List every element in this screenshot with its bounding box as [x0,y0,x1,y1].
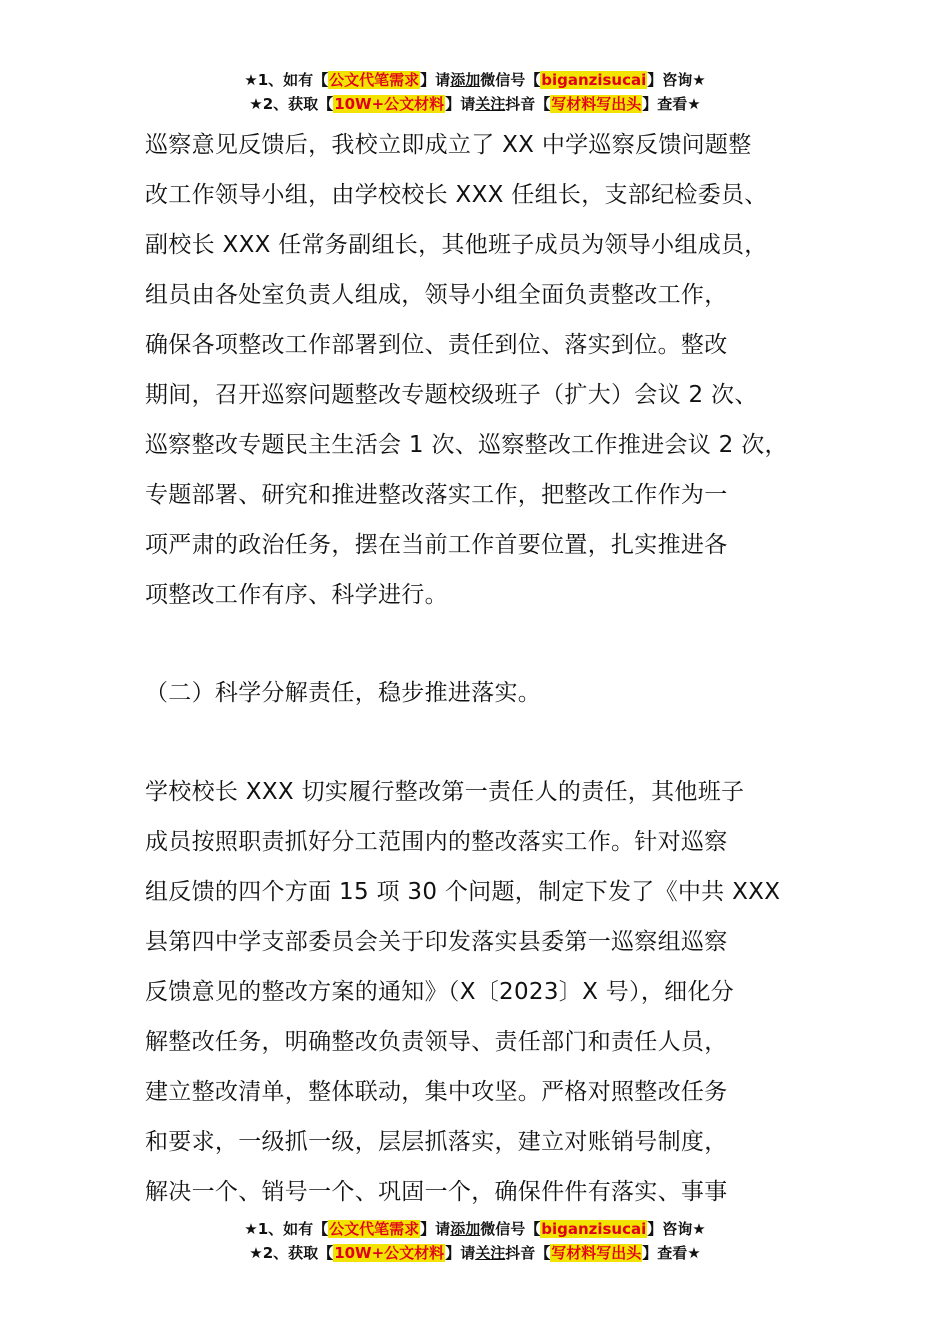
text-line: 组员由各处室负责人组成，领导小组全面负责整改工作， [145,282,728,308]
text-line: 县第四中学支部委员会关于印发落实县委第一巡察组巡察 [145,929,728,955]
section-heading [145,668,835,718]
underlined-text: 关注 [475,95,506,113]
text-line: 反馈意见的整改方案的通知》（X〔2023〕X 号），细化分 [145,979,735,1005]
text-line: 专题部署、研究和推进整改落实工作，把整改工作作为一 [145,482,728,508]
banner-text: 微信号【 [480,1220,541,1238]
banner-text: ★2、获取【 [249,95,334,113]
highlight-text: biganzisucai [541,1220,647,1238]
text-line: 项严肃的政治任务，摆在当前工作首要位置，扎实推进各 [145,532,728,558]
highlight-text: 公文代笔需求 [329,71,420,89]
underlined-text: 添加 [450,71,481,89]
text-line: 副校长 XXX 任常务副组长，其他班子成员为领导小组成员， [145,232,768,258]
highlight-text: 10W+公文材料 [334,1244,445,1262]
highlight-text: 写材料写出头 [551,95,642,113]
text-line: 巡察整改专题民主生活会 1 次、巡察整改工作推进会议 2 次， [145,432,788,458]
banner-line-2 [0,92,950,116]
text-line: 巡察意见反馈后，我校立即成立了 XX 中学巡察反馈问题整 [145,132,752,158]
top-banner [0,68,950,116]
banner-line-1 [0,68,950,92]
body-paragraph-1 [145,120,835,620]
banner-text: 】咨询★ [647,1220,706,1238]
text-line: 组反馈的四个方面 15 项 30 个问题，制定下发了《中共 XXX [145,879,781,905]
banner-text: ★1、如有【 [244,1220,329,1238]
banner-text: 】请 [445,95,476,113]
banner-text: ★2、获取【 [249,1244,334,1262]
heading-text: （二）科学分解责任，稳步推进落实。 [145,680,542,706]
text-line: 建立整改清单，整体联动，集中攻坚。严格对照整改任务 [145,1079,728,1105]
text-line: 期间，召开巡察问题整改专题校级班子（扩大）会议 2 次、 [145,382,758,408]
banner-text: 】请 [420,1220,451,1238]
highlight-text: 10W+公文材料 [334,95,445,113]
banner-line-2 [0,1241,950,1265]
banner-text: ★1、如有【 [244,71,329,89]
highlight-text: 公文代笔需求 [329,1220,420,1238]
underlined-text: 关注 [475,1244,506,1262]
banner-text: 】查看★ [642,95,701,113]
banner-text: 】咨询★ [647,71,706,89]
banner-text: 】查看★ [642,1244,701,1262]
bottom-banner [0,1217,950,1265]
text-line: 和要求，一级抓一级，层层抓落实，建立对账销号制度， [145,1129,728,1155]
banner-text: 抖音【 [505,1244,551,1262]
banner-text: 微信号【 [480,71,541,89]
highlight-text: 写材料写出头 [551,1244,642,1262]
text-line: 项整改工作有序、科学进行。 [145,582,448,608]
text-line: 解决一个、销号一个、巩固一个，确保件件有落实、事事 [145,1179,728,1205]
body-paragraph-2 [145,767,835,1217]
text-line: 学校校长 XXX 切实履行整改第一责任人的责任，其他班子 [145,779,745,805]
text-line: 成员按照职责抓好分工范围内的整改落实工作。针对巡察 [145,829,728,855]
banner-text: 】请 [445,1244,476,1262]
banner-line-1 [0,1217,950,1241]
banner-text: 抖音【 [505,95,551,113]
underlined-text: 添加 [450,1220,481,1238]
text-line: 解整改任务，明确整改负责领导、责任部门和责任人员， [145,1029,728,1055]
text-line: 改工作领导小组，由学校校长 XXX 任组长，支部纪检委员、 [145,182,768,208]
text-line: 确保各项整改工作部署到位、责任到位、落实到位。整改 [145,332,728,358]
highlight-text: biganzisucai [541,71,647,89]
banner-text: 】请 [420,71,451,89]
